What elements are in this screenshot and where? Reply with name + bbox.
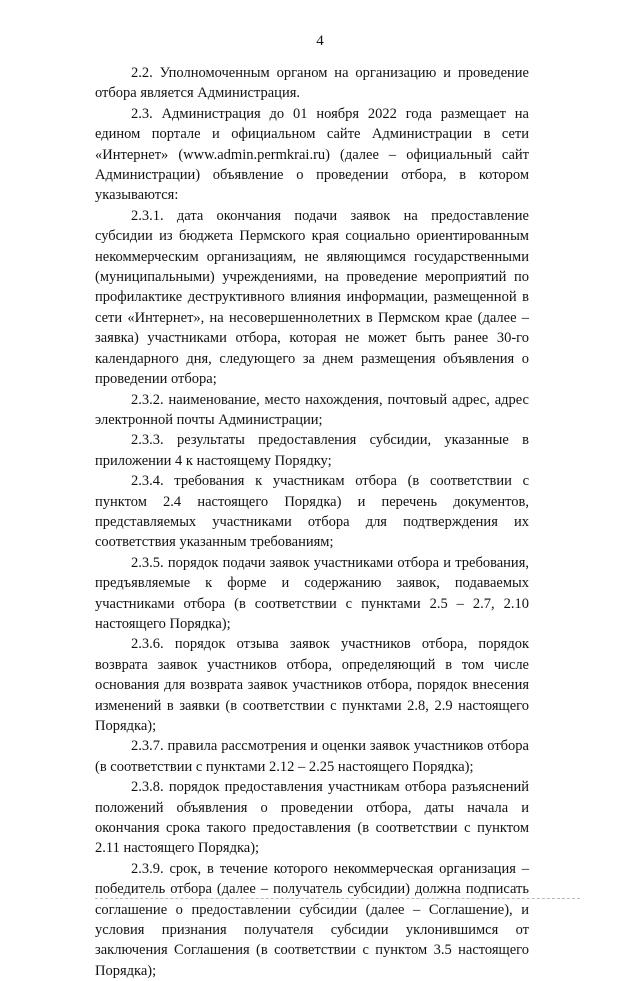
paragraph-2-3-7: 2.3.7. правила рассмотрения и оценки заявок участников отбора (в соответствии с пунктами 2.12 – 2.25 настоящего Порядка);: [95, 738, 529, 775]
paragraph-2-3-8: 2.3.8. порядок предоставления участникам отбора разъяснений положений объявления о проведении отбора, даты начала и окончания срока такого предоставления (в соответствии с пунктом 2.11 настоящего Порядка);: [95, 779, 529, 857]
paragraph-2-3-5: 2.3.5. порядок подачи заявок участниками отбора и требования, предъявляемые к форме и содержанию заявок, подаваемых участниками отбора (в соответствии с пунктами 2.5 – 2.7, 2.10 настоящего Порядка);: [95, 554, 529, 632]
paragraph-2-3-4: 2.3.4. требования к участникам отбора (в соответствии с пунктом 2.4 настоящего Порядка) и перечень документов, представляемых участниками отбора для подтверждения их соответствия указанным требованиям;: [95, 473, 529, 551]
paragraph-2-3-2: 2.3.2. наименование, место нахождения, почтовый адрес, адрес электронной почты Администрации;: [95, 391, 529, 428]
paragraph-2-3-9: 2.3.9. срок, в течение которого некоммерческая организация – победитель отбора (далее – получатель субсидии) должна подписать соглашение о предоставлении субсидии (далее – Соглашение), и условия признания получателя субсидии уклонившимся от заключения Соглашения (в соответствии с пунктом 3.5 настоящего Порядка);: [95, 860, 529, 979]
paragraph-2-3-6: 2.3.6. порядок отзыва заявок участников отбора, порядок возврата заявок участников отбора, определяющий в том числе основания для возврата заявок участников отбора, порядок внесения изменений в заявки (в соответствии с пунктами 2.8, 2.9 настоящего Порядка);: [95, 636, 529, 734]
paragraph-2-2: 2.2. Уполномоченным органом на организацию и проведение отбора является Администрация.: [95, 65, 529, 102]
page-bottom-divider: [95, 898, 580, 899]
paragraph-2-3-1: 2.3.1. дата окончания подачи заявок на предоставление субсидии из бюджета Пермского края социально ориентированным некоммерческим организациям, не являющимся государственными (муниципальными) учреждениями, на проведение мероприятий по профилактике деструктивного влияния информации, размещенной в сети «Интернет», на несовершеннолетних в Пермском крае (далее – заявка) участниками отбора, которая не может быть ранее 30-го календарного дня, следующего за днем размещения объявления о проведении отбора;: [95, 207, 529, 388]
page-number: 4: [316, 33, 324, 49]
document-body: [95, 63, 529, 981]
paragraph-2-3: 2.3. Администрация до 01 ноября 2022 года размещает на едином портале и официальном сайте Администрации в сети «Интернет» (www.admin.permkrai.ru) (далее – официальный сайт Администрации) объявление о проведении отбора, в котором указываются:: [95, 105, 529, 204]
paragraph-2-3-3: 2.3.3. результаты предоставления субсидии, указанные в приложении 4 к настоящему Порядку;: [95, 432, 529, 469]
